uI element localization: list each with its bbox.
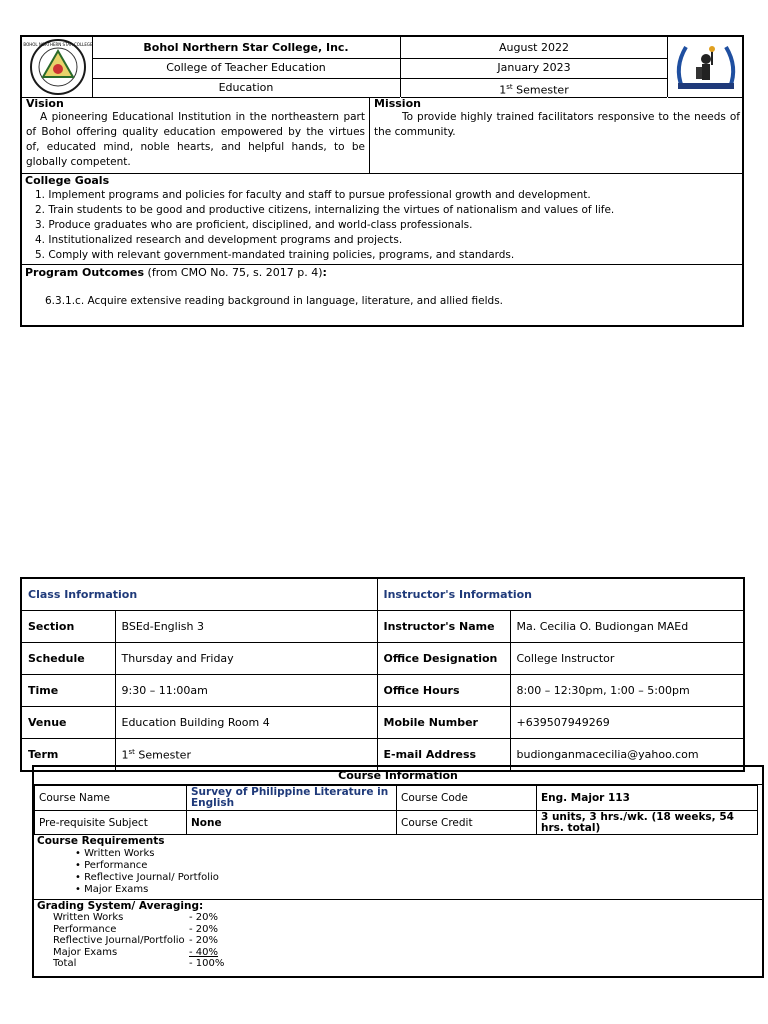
goal-item-3: 3. Produce graduates who are proficient, disciplined, and world-class professionals. (35, 219, 473, 231)
office-designation-value: College Instructor (510, 643, 744, 675)
goal-item-2: 2. Train students to be good and productive citizens, internalizing the virtues of nationalism and values of life. (35, 204, 615, 216)
goal-item-5: 5. Comply with relevant government-mandated training policies, programs, and standards. (35, 249, 515, 261)
college-name: College of Teacher Education (92, 58, 400, 79)
email-value: budionganmacecilia@yahoo.com (510, 739, 744, 772)
college-logo-cell (22, 37, 93, 98)
office-hours-label: Office Hours (377, 675, 510, 707)
class-instructor-table (20, 577, 745, 772)
prerequisite-label: Pre-requisite Subject (35, 811, 187, 835)
goal-item-4: 4. Institutionalized research and development programs and projects. (35, 234, 403, 246)
requirement-item-3: • Reflective Journal/ Portfolio (75, 872, 219, 883)
section-value: BSEd-English 3 (115, 611, 377, 643)
vision-section (22, 97, 370, 174)
goal-item-1: 1. Implement programs and policies for faculty and staff to pursue professional growth and development. (35, 189, 591, 201)
grading-row: Major Exams - 40% (53, 946, 219, 958)
svg-text:BOHOL NORTHERN STAR COLLEGE: BOHOL NORTHERN STAR COLLEGE (23, 42, 92, 47)
office-hours-value: 8:00 – 12:30pm, 1:00 – 5:00pm (510, 675, 744, 707)
date-revised: January 2023 (401, 58, 667, 79)
semester-label: 1st Semester (401, 78, 667, 98)
institution-header-block (20, 35, 744, 327)
college-goals-section (22, 174, 744, 265)
mission-text: To provide highly trained facilitators responsive to the needs of the community. (374, 111, 740, 138)
course-name-label: Course Name (35, 786, 187, 811)
college-goals-title: College Goals (25, 174, 110, 187)
grading-system-title: Grading System/ Averaging: (37, 900, 204, 912)
venue-label: Venue (21, 707, 115, 739)
schedule-label: Schedule (21, 643, 115, 675)
instructor-name-label: Instructor's Name (377, 611, 510, 643)
instructor-name-value: Ma. Cecilia O. Budiongan MAEd (510, 611, 744, 643)
department-logo-cell (668, 37, 744, 98)
requirement-item-2: • Performance (75, 860, 148, 871)
section-label: Section (21, 611, 115, 643)
mobile-number-value: +639507949269 (510, 707, 744, 739)
laurel-torch-icon (668, 37, 744, 97)
department-name: Education (92, 78, 400, 98)
vision-text: A pioneering Educational Institution in the northeastern part of Bohol offering quality education empowered by the virtues of, educated mind, noble hearts, and helpful hands, to be globally competent. (26, 111, 365, 168)
grading-row: Written Works - 20% (53, 912, 219, 923)
email-label: E-mail Address (377, 739, 510, 772)
grading-system-section (34, 900, 762, 970)
course-code-label: Course Code (397, 786, 537, 811)
course-requirements-section (34, 835, 762, 900)
instructor-info-title: Instructor's Information (377, 578, 744, 611)
date-effective: August 2022 (401, 37, 667, 59)
class-info-title: Class Information (21, 578, 377, 611)
grading-row: Reflective Journal/Portfolio - 20% (53, 935, 219, 946)
prerequisite-value: None (187, 811, 397, 835)
schedule-value: Thursday and Friday (115, 643, 377, 675)
course-information-block (32, 765, 764, 978)
course-details-table (34, 785, 758, 835)
course-requirements-title: Course Requirements (37, 835, 165, 847)
term-value: 1st Semester (115, 739, 377, 772)
mobile-number-label: Mobile Number (377, 707, 510, 739)
program-outcome-item: 6.3.1.c. Acquire extensive reading background in language, literature, and allied fields. (45, 295, 504, 307)
requirement-item-4: • Major Exams (75, 884, 149, 895)
venue-value: Education Building Room 4 (115, 707, 377, 739)
vision-title: Vision (26, 97, 64, 110)
course-info-title: Course Information (34, 767, 762, 785)
course-name-value: Survey of Philippine Literature in English (187, 786, 397, 811)
college-seal-icon (22, 37, 92, 97)
program-outcomes-heading: Program Outcomes (from CMO No. 75, s. 2017 p. 4): (25, 266, 327, 279)
office-designation-label: Office Designation (377, 643, 510, 675)
course-code-value: Eng. Major 113 (537, 786, 758, 811)
grading-row: Total - 100% (53, 958, 225, 969)
course-credit-value: 3 units, 3 hrs./wk. (18 weeks, 54 hrs. total) (537, 811, 758, 835)
mission-title: Mission (374, 97, 421, 110)
program-outcomes-section (22, 265, 744, 327)
mission-section (370, 97, 744, 174)
school-name: Bohol Northern Star College, Inc. (92, 37, 400, 59)
course-credit-label: Course Credit (397, 811, 537, 835)
term-label: Term (21, 739, 115, 772)
time-label: Time (21, 675, 115, 707)
grading-row: Performance - 20% (53, 923, 219, 935)
time-value: 9:30 – 11:00am (115, 675, 377, 707)
requirement-item-1: • Written Works (75, 848, 155, 859)
